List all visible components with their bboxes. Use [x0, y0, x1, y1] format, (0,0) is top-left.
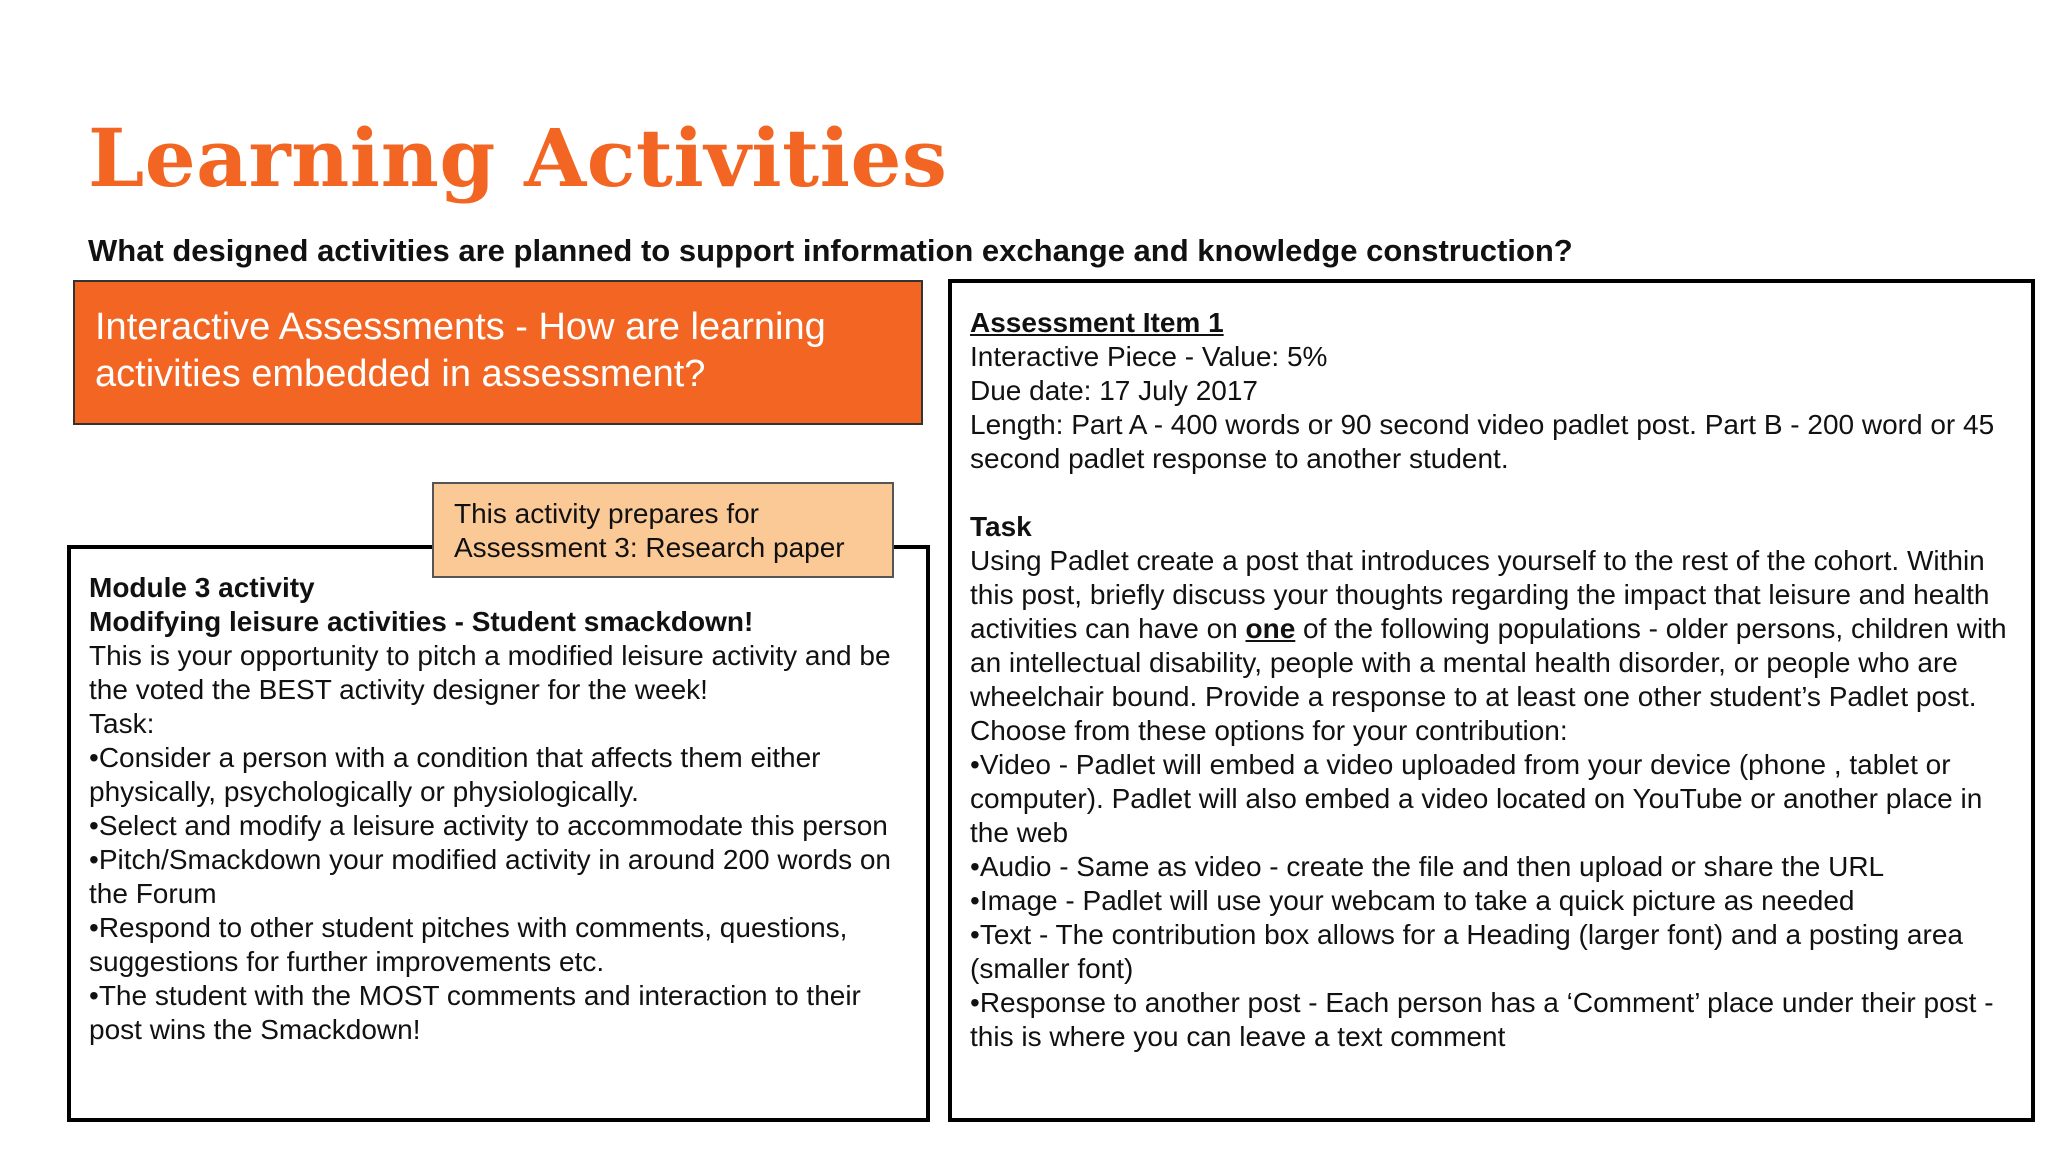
page-subtitle: What designed activities are planned to support information exchange and knowledge construction? [88, 233, 1573, 268]
task-bullet-text: The student with the MOST comments and interaction to their post wins the Smackdown! [89, 980, 861, 1045]
option-item [970, 850, 2013, 884]
task-text-after: of the following populations - older persons, children with an intellectual disability, people with a mental health disorder, or people who are wheelchair bound. Provide a response to at least one other student’s Padlet post. [970, 613, 2007, 712]
assessment-due-date: Due date: 17 July 2017 [970, 375, 1258, 406]
option-text: Response to another post - Each person has a ‘Comment’ place under their post - this is where you can leave a text comment [970, 987, 1994, 1052]
task-label: Task: [89, 708, 155, 739]
option-item [970, 986, 2013, 1054]
task-bullet-text: Consider a person with a condition that affects them either physically, psychologically or physiologically. [89, 742, 821, 807]
task-text-before: Using Padlet create a post that introduces yourself to the rest of the cohort. Within this post, briefly discuss your thoughts regarding the impact that leisure and health activities can have on [970, 545, 1990, 644]
bullet-mark: • [970, 885, 980, 916]
task-bullet-text: Respond to other student pitches with comments, questions, suggestions for further improvements etc. [89, 912, 848, 977]
assessment-task-description [970, 544, 2013, 714]
option-text: Video - Padlet will embed a video uploaded from your device (phone , tablet or computer). Padlet will also embed a video located on YouTube or another place in the web [970, 749, 1983, 848]
bullet-mark: • [970, 987, 980, 1018]
assessment-task-heading: Task [970, 511, 1032, 542]
bullet-mark: • [89, 912, 99, 943]
activity-intro: This is your opportunity to pitch a modified leisure activity and be the voted the BEST activity designer for the week! [89, 640, 891, 705]
bullet-mark: • [970, 851, 980, 882]
prep-note-text: This activity prepares for Assessment 3: Research paper [454, 498, 845, 563]
task-bullet [89, 979, 908, 1047]
task-bullet [89, 843, 908, 911]
bullet-mark: • [970, 749, 980, 780]
spacer [970, 476, 2013, 510]
option-item [970, 748, 2013, 850]
activity-title: Modifying leisure activities - Student smackdown! [89, 606, 754, 637]
assessment-item-card [948, 279, 2035, 1122]
bullet-mark: • [89, 810, 99, 841]
assessment-heading: Assessment Item 1 [970, 307, 1224, 338]
task-bullet-text: Pitch/Smackdown your modified activity in around 200 words on the Forum [89, 844, 891, 909]
assessment-prep-note [432, 482, 894, 578]
bullet-mark: • [89, 742, 99, 773]
contribution-options-list [970, 748, 2013, 1054]
option-item [970, 918, 2013, 986]
task-text-emphasis: one [1245, 613, 1296, 644]
bullet-mark: • [89, 844, 99, 875]
options-intro: Choose from these options for your contribution: [970, 715, 1568, 746]
option-text: Text - The contribution box allows for a Heading (larger font) and a posting area (smaller font) [970, 919, 1963, 984]
task-bullet [89, 741, 908, 809]
task-bullet [89, 809, 908, 843]
task-bullet [89, 911, 908, 979]
assessment-value: Interactive Piece - Value: 5% [970, 341, 1328, 372]
page-title: Learning Activities [88, 111, 948, 205]
module-activity-card [67, 545, 930, 1122]
interactive-assessments-banner [73, 280, 923, 425]
option-text: Image - Padlet will use your webcam to take a quick picture as needed [979, 885, 1855, 916]
module-heading: Module 3 activity [89, 572, 315, 603]
bullet-mark: • [970, 919, 980, 950]
option-item [970, 884, 2013, 918]
task-bullet-text: Select and modify a leisure activity to accommodate this person [98, 810, 888, 841]
task-bullet-list [89, 741, 908, 1047]
bullet-mark: • [89, 980, 99, 1011]
assessment-length: Length: Part A - 400 words or 90 second video padlet post. Part B - 200 word or 45 second padlet response to another student. [970, 409, 1995, 474]
option-text: Audio - Same as video - create the file and then upload or share the URL [979, 851, 1885, 882]
banner-text: Interactive Assessments - How are learning activities embedded in assessment? [95, 306, 826, 395]
